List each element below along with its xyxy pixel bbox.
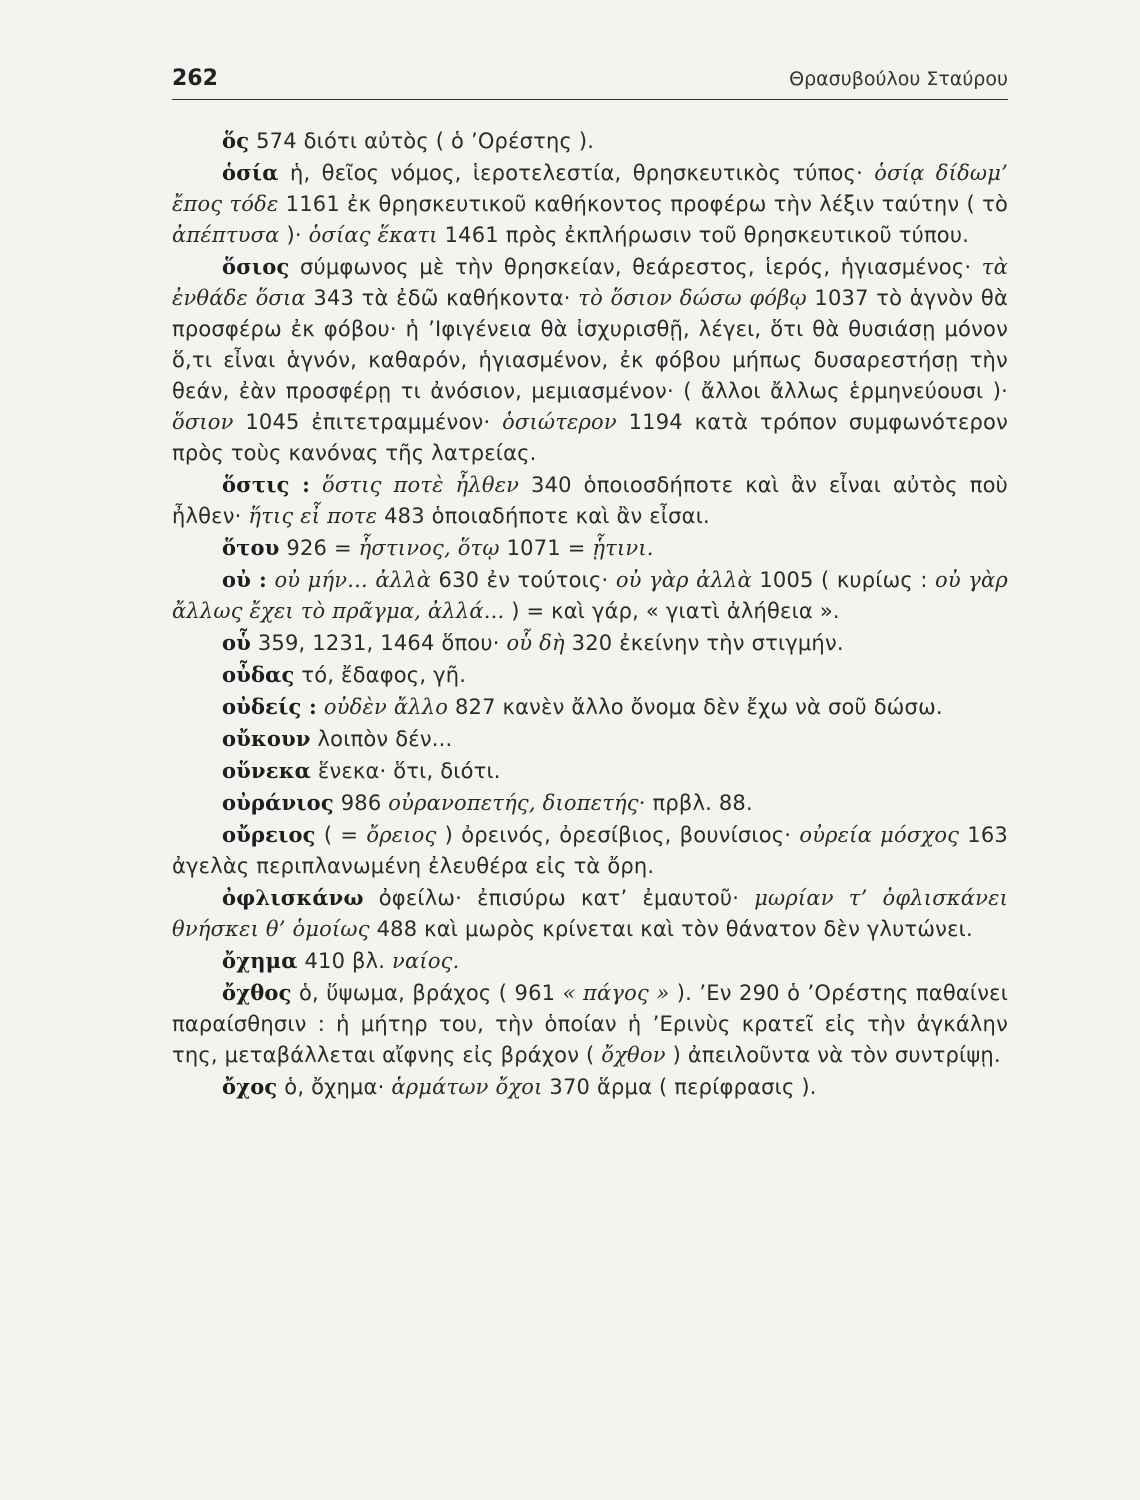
entry-headword: ὀφλισκάνω: [222, 885, 364, 910]
entry-text: [310, 473, 322, 497]
entry-text: ὁ, ὄχημα·: [277, 1075, 392, 1099]
entry-text: ἕνεκα· ὅτι, διότι.: [311, 759, 501, 783]
entry-headword: ὄχθος: [222, 980, 292, 1005]
entry-citation: ἁρμάτων ὄχοι: [391, 1075, 543, 1099]
entry-citation: οὐρεία μόσχος: [799, 823, 960, 847]
entry-text: ) = καὶ γάρ, « γιατὶ ἀλήθεια ».: [504, 599, 840, 623]
glossary-body: [172, 125, 1008, 1103]
entry-citation: οὗ δὴ: [506, 631, 565, 655]
entry-headword: ὅστις :: [222, 472, 311, 497]
glossary-entry: [172, 532, 1008, 564]
entry-text: 1037 τὸ ἁγνὸν θὰ προσφέρω ἐκ φόβου· ἡ ’Ιφιγένεια θὰ ἰσχυρισθῇ, λέγει, ὅτι θὰ θυσιάσῃ μόνον ὅ,τι εἶναι ἁγνόν, καθαρόν, ἡγιασμένον, ἐκ φόβου μήπως δυσαρεστήσῃ τὴν θεάν, ἐὰν προσφέρῃ τι ἀνόσιον, μεμιασμένον· ( ἄλλοι ἄλλως ἑρμηνεύουσι )·: [172, 286, 1008, 403]
entry-citation: οὐ γὰρ ἀλλὰ: [615, 568, 752, 592]
entry-text: 1194 κατὰ τρόπον συμφωνότερον πρὸς τοὺς κανόνας τῆς λατρείας.: [172, 410, 1008, 465]
entry-text: )·: [279, 223, 309, 247]
entry-text: 483 ὁποιαδήποτε καὶ ἂν εἶσαι.: [377, 504, 710, 528]
entry-citation: ἧστινος, ὅτῳ: [358, 536, 500, 560]
entry-citation: οὐ γὰρ ἄλλως ἔχει τὸ πρᾶγμα, ἀλλά...: [172, 568, 1008, 623]
entry-text: 320 ἐκείνην τὴν στιγμήν.: [564, 631, 844, 655]
entry-text: τό, ἔδαφος, γῆ.: [294, 663, 467, 687]
entry-headword: ὁσία: [222, 160, 279, 185]
entry-text: 926 =: [279, 536, 359, 560]
entry-headword: οὗ: [222, 630, 251, 655]
entry-headword: οὕνεκα: [222, 758, 312, 783]
running-title: Θρασυβούλου Σταύρου: [789, 68, 1008, 90]
header-rule: [172, 99, 1008, 100]
glossary-entry: [172, 787, 1008, 819]
entry-headword: ὅσιος: [222, 254, 290, 279]
entry-headword: οὐράνιος: [222, 790, 334, 815]
entry-text: ἡ, θεῖος νόμος, ἱεροτελεστία, θρησκευτικὸς τύπος·: [278, 161, 875, 185]
entry-citation: ὄρειος: [366, 823, 437, 847]
entry-text: ( =: [315, 823, 367, 847]
glossary-entry: [172, 882, 1008, 945]
entry-citation: μωρίαν τ’ ὀφλισκάνει θνήσκει θ’ ὁμοίως: [172, 886, 1009, 941]
entry-text: ) ἀπειλοῦντα νὰ τὸν συντρίψῃ.: [665, 1043, 1001, 1067]
entry-headword: ὅτου: [222, 535, 280, 560]
entry-text: 1045 ἐπιτετραμμένον·: [233, 410, 503, 434]
glossary-entry: [172, 945, 1008, 977]
entry-headword: ὄχος: [222, 1074, 278, 1099]
entry-citation: τὸ ὅσιον δώσω φόβῳ: [578, 286, 807, 310]
entry-citation: ὄχθον: [601, 1043, 666, 1067]
entry-text: 1005 ( κυρίως :: [751, 568, 936, 592]
entry-text: 986: [333, 791, 389, 815]
entry-text: σύμφωνος μὲ τὴν θρησκείαν, θεάρεστος, ἱερός, ἡγιασμένος·: [289, 255, 982, 279]
entry-headword: ὄχημα: [222, 948, 298, 973]
entry-text: 1071 =: [499, 536, 593, 560]
entry-text: 1161 ἐκ θρησκευτικοῦ καθήκοντος προφέρω τὴν λέξιν ταύτην ( τὸ: [278, 192, 1009, 216]
entry-citation: ἀπέπτυσα: [172, 223, 280, 247]
entry-citation: τὰ ἐνθάδε ὅσια: [172, 255, 1008, 310]
entry-text: 574 διότι αὐτὸς ( ὁ ’Ορέστης ).: [249, 129, 595, 153]
entry-text: ὀφείλω· ἐπισύρω κατ’ ἐμαυτοῦ·: [363, 886, 755, 910]
entry-text: 410 βλ.: [297, 949, 393, 973]
glossary-entry: [172, 819, 1008, 882]
entry-text: 163 ἀγελὰς περιπλανωμένη ἐλευθέρα εἰς τὰ ὄρη.: [172, 823, 1008, 878]
entry-citation: ὁσίᾳ δίδωμ’ ἔπος τόδε: [172, 161, 1008, 216]
entry-text: 359, 1231, 1464 ὅπου·: [250, 631, 507, 655]
glossary-entry: [172, 1071, 1008, 1103]
entry-citation: ὁσίας ἕκατι: [308, 223, 438, 247]
entry-citation: ὅσιον: [172, 410, 234, 434]
glossary-entry: [172, 691, 1008, 723]
entry-text: 343 τὰ ἐδῶ καθήκοντα·: [305, 286, 579, 310]
page-number: 262: [172, 66, 218, 91]
entry-text: ). ’Εν 290 ὁ ’Ορέστης παθαίνει παραίσθησιν : ἡ μήτηρ του, τὴν ὁποίαν ἡ ’Ερινὺς κρατεῖ εἰς τὴν ἀγκάλην της, μεταβάλλεται αἴφνης εἰς βράχον (: [172, 981, 1009, 1067]
entry-text: 1461 πρὸς ἐκπλήρωσιν τοῦ θρησκευτικοῦ τύπου.: [437, 223, 970, 247]
entry-text: 370 ἅρμα ( περίφρασις ).: [542, 1075, 817, 1099]
entry-text: ) ὀρεινός, ὀρεσίβιος, βουνίσιος·: [436, 823, 800, 847]
entry-headword: οὔκουν: [222, 726, 311, 751]
entry-text: [317, 695, 324, 719]
glossary-entry: [172, 251, 1008, 469]
entry-citation: οὐ μήν... ἀλλὰ: [274, 568, 432, 592]
glossary-entry: [172, 723, 1008, 755]
entry-citation: ὅστις ποτὲ ἦλθεν: [322, 473, 520, 497]
entry-citation: « πάγος »: [562, 981, 670, 1005]
entry-text: 827 κανὲν ἄλλο ὄνομα δὲν ἔχω νὰ σοῦ δώσω.: [448, 695, 943, 719]
glossary-entry: [172, 469, 1008, 532]
entry-text: ὁ, ὕψωμα, βράχος ( 961: [291, 981, 563, 1005]
entry-headword: οὔρειος: [222, 822, 316, 847]
entry-text: 488 καὶ μωρὸς κρίνεται καὶ τὸν θάνατον δὲν γλυτώνει.: [369, 917, 973, 941]
entry-citation: ὁσιώτερον: [502, 410, 617, 434]
entry-citation: ᾗτινι.: [592, 536, 654, 560]
glossary-entry: [172, 659, 1008, 691]
glossary-entry: [172, 755, 1008, 787]
entry-headword: οὐ :: [222, 567, 267, 592]
entry-text: 340 ὁποιοσδήποτε καὶ ἂν εἶναι αὐτὸς ποὺ ἦλθεν·: [172, 473, 1008, 528]
entry-citation: ναίος.: [392, 949, 460, 973]
entry-headword: ὅς: [222, 128, 250, 153]
page-header: [172, 66, 1008, 96]
entry-citation: ἥτις εἶ ποτε: [248, 504, 378, 528]
glossary-entry: [172, 977, 1008, 1071]
entry-headword: οὖδας: [222, 662, 295, 687]
glossary-entry: [172, 157, 1008, 251]
entry-citation: οὐδὲν ἄλλο: [323, 695, 449, 719]
glossary-entry: [172, 564, 1008, 627]
entry-citation: οὐρανοπετής, διοπετής·: [388, 791, 646, 815]
entry-text: λοιπὸν δέν...: [310, 727, 453, 751]
glossary-entry: [172, 125, 1008, 157]
entry-text: 630 ἐν τούτοις·: [431, 568, 616, 592]
glossary-entry: [172, 627, 1008, 659]
entry-headword: οὐδείς :: [222, 694, 317, 719]
entry-text: πρβλ. 88.: [645, 791, 753, 815]
